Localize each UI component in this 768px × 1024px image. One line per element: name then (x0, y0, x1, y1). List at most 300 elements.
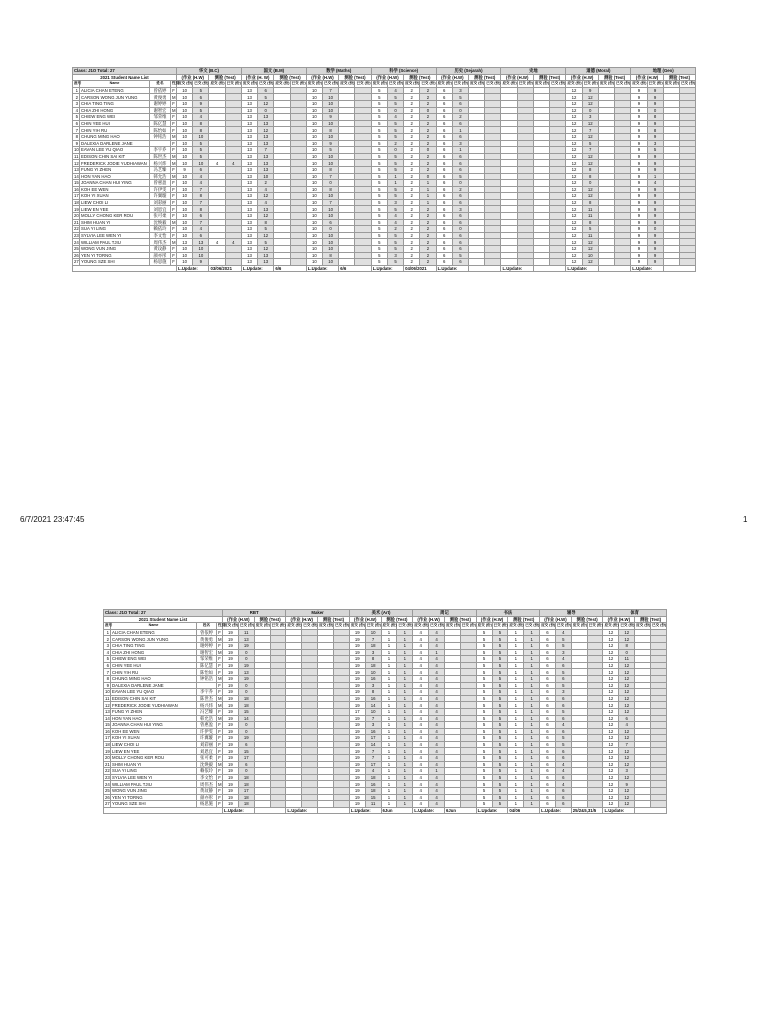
score-cell: 8 (258, 219, 274, 226)
score-cell: 12 (619, 708, 635, 715)
score-cell: 1 (524, 741, 540, 748)
score-cell: 13 (241, 147, 257, 154)
score-cell: 13 (241, 133, 257, 140)
score-cell (550, 232, 566, 239)
score-cell: 1 (508, 656, 524, 663)
score-cell: 4 (413, 656, 429, 663)
last-update-value (598, 265, 630, 272)
test-heading: 测验 (Test) (274, 74, 306, 81)
due-count-heading: 应交 (份) (541, 623, 556, 628)
score-cell: 4 (429, 741, 445, 748)
score-cell: 5 (492, 755, 508, 762)
score-cell: 1 (397, 675, 413, 682)
subject-name: Maker (286, 610, 349, 617)
score-cell (517, 180, 533, 187)
score-cell: 13 (241, 100, 257, 107)
score-cell: 2 (404, 232, 420, 239)
score-cell: 4 (413, 715, 429, 722)
score-cell: 6 (452, 166, 468, 173)
score-cell: 12 (619, 788, 635, 795)
score-cell: 12 (582, 160, 598, 167)
student-no: 6 (104, 662, 111, 669)
student-sex: F (218, 742, 221, 748)
score-cell (254, 761, 270, 768)
score-cell: 12 (619, 748, 635, 755)
score-cell: 4 (429, 702, 445, 709)
student-name: EDISON CHIN SAI KIT (80, 153, 150, 160)
score-cell: 5 (492, 695, 508, 702)
score-cell (225, 147, 241, 154)
score-cell: 12 (566, 259, 582, 266)
score-cell: 5 (193, 153, 209, 160)
student-chinese-name: 杨思施 (197, 801, 217, 808)
score-cell: 19 (349, 636, 365, 643)
score-cell: 19 (223, 629, 239, 636)
score-cell: 10 (177, 153, 193, 160)
score-cell (460, 702, 476, 709)
score-cell: 6 (540, 682, 556, 689)
score-cell: 19 (223, 649, 239, 656)
score-cell: 4 (555, 781, 571, 788)
score-cell: 1 (524, 768, 540, 775)
score-cell (571, 715, 587, 722)
student-sex: F (218, 728, 221, 734)
score-cell: 5 (387, 186, 403, 193)
score-cell: 10 (177, 226, 193, 233)
score-cell (663, 120, 679, 127)
score-cell (635, 755, 651, 762)
score-cell: 10 (177, 114, 193, 121)
score-cell: 13 (241, 87, 257, 94)
score-cell (635, 669, 651, 676)
student-name: DALEXIA DARLENE JANE (80, 140, 150, 147)
score-cell (333, 702, 349, 709)
score-cell (225, 120, 241, 127)
score-cell: 10 (177, 147, 193, 154)
student-no: 21 (105, 761, 110, 767)
score-cell: 12 (603, 708, 619, 715)
score-cell: 19 (349, 761, 365, 768)
score-cell (286, 656, 302, 663)
score-cell: 19 (349, 755, 365, 762)
score-cell (318, 774, 334, 781)
student-no: 20 (105, 755, 110, 761)
test-heading: 测验 (Test) (254, 616, 286, 623)
score-cell: 5 (387, 120, 403, 127)
score-cell: 12 (619, 689, 635, 696)
score-cell: 10 (323, 232, 339, 239)
score-cell: 5 (387, 206, 403, 213)
score-cell: 10 (323, 153, 339, 160)
student-name: LIEW CHOI LI (80, 199, 150, 206)
submitted-count-heading: 已交 (份) (525, 623, 540, 628)
score-cell: 6 (452, 232, 468, 239)
student-row (73, 180, 696, 187)
score-cell: 10 (306, 246, 322, 253)
score-cell: 1 (397, 768, 413, 775)
score-cell: 2 (404, 153, 420, 160)
score-cell: 8 (323, 127, 339, 134)
score-cell: 1 (508, 629, 524, 636)
score-cell: 19 (223, 801, 239, 808)
due-count-heading: 应交 (份) (632, 81, 647, 86)
score-cell (587, 708, 603, 715)
score-cell: 12 (566, 133, 582, 140)
score-cell: 9 (193, 100, 209, 107)
student-no: 1 (73, 87, 80, 94)
score-cell: 12 (566, 94, 582, 101)
score-cell (339, 219, 355, 226)
student-sex: F (172, 206, 175, 212)
score-cell (550, 153, 566, 160)
score-cell (651, 728, 667, 735)
student-row (73, 100, 696, 107)
score-cell: 2 (404, 259, 420, 266)
score-cell (333, 768, 349, 775)
score-cell: 10 (323, 120, 339, 127)
score-cell (225, 193, 241, 200)
score-cell: 4 (413, 735, 429, 742)
score-cell (270, 636, 286, 643)
score-cell: 19 (349, 722, 365, 729)
col-name-heading: Name (111, 623, 197, 630)
score-cell (501, 232, 517, 239)
score-cell (318, 649, 334, 656)
score-cell (274, 153, 290, 160)
score-cell (571, 788, 587, 795)
score-cell: 10 (306, 100, 322, 107)
score-cell (254, 695, 270, 702)
student-row (104, 715, 667, 722)
submitted-count-heading: 已交 (份) (259, 81, 274, 86)
score-cell (333, 801, 349, 808)
score-cell: 10 (306, 226, 322, 233)
score-cell: 13 (258, 133, 274, 140)
score-cell: 5 (476, 788, 492, 795)
student-chinese-name: 许伊雯 (150, 186, 171, 193)
score-cell (254, 702, 270, 709)
score-cell: 13 (241, 246, 257, 253)
score-cell: 5 (387, 133, 403, 140)
score-cell: 12 (603, 768, 619, 775)
student-row (104, 768, 667, 775)
student-row (104, 794, 667, 801)
score-cell (679, 199, 695, 206)
score-cell (587, 722, 603, 729)
student-name: CHIN YIH RU (111, 669, 197, 676)
student-row (73, 133, 696, 140)
score-cell: 6 (436, 193, 452, 200)
student-row (73, 160, 696, 167)
score-cell: 5 (492, 774, 508, 781)
score-cell: 1 (387, 180, 403, 187)
score-cell (460, 768, 476, 775)
score-cell: 2 (420, 94, 436, 101)
score-cell (635, 748, 651, 755)
score-cell (209, 140, 225, 147)
score-cell (254, 748, 270, 755)
score-cell: 1 (397, 629, 413, 636)
score-cell: 1 (397, 741, 413, 748)
score-cell: 9 (631, 206, 647, 213)
last-update-value: 25/2&5,31/5 (571, 807, 603, 814)
score-cell (571, 662, 587, 669)
student-chinese-name: 颜亦彤 (197, 794, 217, 801)
score-cell: 2 (420, 239, 436, 246)
score-cell (274, 127, 290, 134)
score-cell (679, 133, 695, 140)
score-cell: 12 (619, 636, 635, 643)
score-cell: 6 (540, 695, 556, 702)
score-cell: 4 (413, 781, 429, 788)
score-cell: 18 (238, 774, 254, 781)
student-row (73, 246, 696, 253)
score-cell (302, 755, 318, 762)
score-cell: 1 (420, 193, 436, 200)
student-name: YEN YI TORNG (80, 252, 150, 259)
score-cell (270, 715, 286, 722)
score-cell: 19 (349, 801, 365, 808)
student-chinese-name: 杨兴炜 (150, 160, 171, 167)
score-cell: 6 (540, 656, 556, 663)
score-cell: 13 (241, 114, 257, 121)
score-cell (209, 232, 225, 239)
score-cell: 1 (381, 735, 397, 742)
score-cell: 2 (404, 199, 420, 206)
score-cell (318, 768, 334, 775)
score-cell: 16 (365, 695, 381, 702)
test-heading: 测验 (Test) (339, 74, 371, 81)
score-cell: 12 (258, 232, 274, 239)
score-cell (615, 166, 631, 173)
student-sex: F (172, 186, 175, 192)
score-cell: 5 (193, 107, 209, 114)
score-cell (485, 173, 501, 180)
score-cell: 5 (492, 669, 508, 676)
score-cell: 18 (238, 695, 254, 702)
score-cell (270, 781, 286, 788)
student-name: MOLLY CHONG KER ROU (80, 213, 150, 220)
student-sex: F (218, 662, 221, 668)
score-cell (290, 147, 306, 154)
last-update-value: 04/06 (508, 807, 540, 814)
score-cell: 4 (225, 239, 241, 246)
score-cell (444, 649, 460, 656)
score-cell: 19 (349, 715, 365, 722)
score-cell (274, 219, 290, 226)
score-cell: 19 (349, 656, 365, 663)
score-cell (501, 133, 517, 140)
score-cell: 9 (631, 259, 647, 266)
score-cell (663, 219, 679, 226)
student-chinese-name: 许伊雯 (197, 728, 217, 735)
score-cell (286, 695, 302, 702)
score-cell (651, 788, 667, 795)
due-count-heading: 应交 (份) (382, 623, 397, 628)
student-name: JOANNA CHAN HUI YING (80, 180, 150, 187)
score-cell: 4 (413, 728, 429, 735)
subject-name: 周记 (413, 610, 476, 617)
score-cell: 19 (349, 748, 365, 755)
score-cell (571, 695, 587, 702)
test-heading: 测验 (Test) (444, 616, 476, 623)
score-cell: 13 (241, 180, 257, 187)
score-cell (651, 774, 667, 781)
score-cell (460, 689, 476, 696)
score-cell (517, 186, 533, 193)
student-sex: M (218, 695, 222, 701)
score-cell (635, 702, 651, 709)
score-cell: 6 (436, 232, 452, 239)
score-cell: 6 (238, 761, 254, 768)
score-cell (444, 669, 460, 676)
score-cell: 1 (524, 728, 540, 735)
score-cell (571, 774, 587, 781)
score-cell: 1 (397, 689, 413, 696)
submitted-count-heading: 已交 (份) (652, 623, 667, 628)
score-cell: 6 (436, 186, 452, 193)
score-cell (355, 213, 371, 220)
score-cell: 1 (647, 173, 663, 180)
last-update-value: 03/06/2021 (209, 265, 241, 272)
score-cell: 7 (582, 147, 598, 154)
score-cell: 12 (582, 239, 598, 246)
student-row (104, 682, 667, 689)
student-chinese-name: 刘恩宜 (150, 206, 171, 213)
score-cell: 12 (566, 127, 582, 134)
score-cell (225, 114, 241, 121)
score-cell: 13 (241, 232, 257, 239)
score-cell: 9 (193, 259, 209, 266)
score-cell: 4 (429, 682, 445, 689)
score-cell: 0 (647, 226, 663, 233)
score-cell (274, 120, 290, 127)
score-cell: 5 (492, 682, 508, 689)
score-cell: 4 (429, 722, 445, 729)
score-cell: 6 (452, 259, 468, 266)
score-cell: 0 (387, 107, 403, 114)
score-cell: 18 (365, 788, 381, 795)
score-cell (469, 252, 485, 259)
score-cell: 6 (436, 114, 452, 121)
score-cell (460, 735, 476, 742)
score-cell: 10 (177, 186, 193, 193)
score-cell: 6 (436, 133, 452, 140)
submitted-count-heading: 已交 (份) (583, 81, 598, 86)
submitted-count-heading: 已交 (份) (518, 81, 533, 86)
score-cell: 12 (619, 801, 635, 808)
score-cell: 13 (238, 669, 254, 676)
score-cell (290, 180, 306, 187)
score-cell (501, 147, 517, 154)
score-cell (274, 206, 290, 213)
student-sex: F (218, 788, 221, 794)
score-cell: 19 (349, 781, 365, 788)
score-cell: 1 (387, 173, 403, 180)
score-cell: 12 (566, 87, 582, 94)
score-cell: 10 (306, 173, 322, 180)
student-sex: F (172, 246, 175, 252)
student-sex: M (172, 94, 176, 100)
score-cell: 16 (365, 781, 381, 788)
score-cell (355, 153, 371, 160)
student-name: LIEW CHOI LI (111, 741, 197, 748)
score-cell: 19 (223, 722, 239, 729)
student-sex: F (172, 213, 175, 219)
score-cell (225, 133, 241, 140)
score-cell (318, 656, 334, 663)
header-row-columns (73, 81, 696, 88)
student-sex: F (218, 656, 221, 662)
score-cell: 19 (223, 774, 239, 781)
score-cell: 12 (582, 100, 598, 107)
score-cell: 5 (193, 147, 209, 154)
score-cell (571, 794, 587, 801)
score-cell: 12 (582, 246, 598, 253)
score-cell: 5 (492, 794, 508, 801)
score-cell: 12 (603, 801, 619, 808)
score-cell: 12 (582, 94, 598, 101)
score-cell: 2 (404, 127, 420, 134)
score-cell (615, 94, 631, 101)
score-cell: 6 (436, 246, 452, 253)
student-row (73, 213, 696, 220)
score-cell: 12 (582, 186, 598, 193)
score-cell: 4 (413, 741, 429, 748)
score-cell (485, 180, 501, 187)
score-cell (469, 259, 485, 266)
score-cell: 7 (193, 199, 209, 206)
score-cell: 10 (323, 239, 339, 246)
score-cell (225, 199, 241, 206)
score-cell: 2 (404, 107, 420, 114)
score-cell: 10 (323, 206, 339, 213)
score-cell (615, 239, 631, 246)
score-cell (254, 722, 270, 729)
score-cell: 19 (349, 682, 365, 689)
score-cell: 5 (492, 636, 508, 643)
score-cell: 9 (647, 166, 663, 173)
due-count-heading: 应交 (份) (307, 81, 322, 86)
score-cell: 10 (306, 120, 322, 127)
score-cell: 10 (365, 629, 381, 636)
score-cell (598, 226, 614, 233)
score-cell: 10 (323, 246, 339, 253)
score-cell (290, 259, 306, 266)
score-cell (274, 252, 290, 259)
score-cell: 1 (381, 708, 397, 715)
score-cell: 4 (429, 695, 445, 702)
score-cell: 6 (258, 87, 274, 94)
score-cell (286, 735, 302, 742)
score-cell: 19 (223, 695, 239, 702)
student-sex: F (218, 748, 221, 754)
score-cell (460, 682, 476, 689)
score-cell: 1 (524, 715, 540, 722)
score-cell (333, 748, 349, 755)
score-cell (635, 662, 651, 669)
score-cell (270, 748, 286, 755)
score-cell: 0 (420, 107, 436, 114)
score-cell: 6 (436, 153, 452, 160)
score-cell: 10 (306, 219, 322, 226)
score-cell (517, 213, 533, 220)
score-cell: 2 (404, 94, 420, 101)
subject-name: 美术 (Art) (349, 610, 412, 617)
score-cell (318, 708, 334, 715)
score-cell: 9 (631, 246, 647, 253)
score-cell: 4 (429, 761, 445, 768)
